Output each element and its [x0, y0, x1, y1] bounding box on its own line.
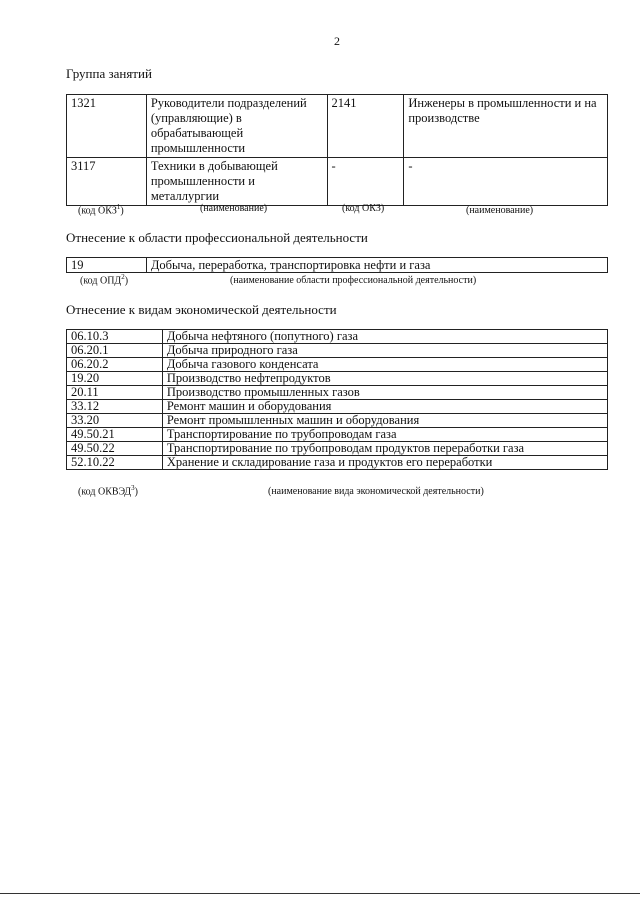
table-row: [67, 158, 608, 206]
occupation-group-table: [66, 94, 608, 206]
okved-code-caption: (код ОКВЭД$^3$): [78, 484, 138, 498]
okz-name-cell: Техники в добывающей промышленности и металлургии: [146, 158, 327, 206]
table-row: [67, 95, 608, 158]
okved-code-cell: 49.50.22: [67, 442, 163, 456]
occupation-group-heading: Группа занятий: [66, 66, 152, 81]
okved-code-cell: 20.11: [67, 386, 163, 400]
okved-code-cell: 19.20: [67, 372, 163, 386]
table-row: [67, 386, 608, 400]
professional-area-table: [66, 257, 608, 273]
opd-code-caption: (код ОПД$^2$): [80, 273, 129, 287]
table-row: [67, 372, 608, 386]
table-row: [67, 428, 608, 442]
table-row: [67, 456, 608, 470]
okz-name-cell: Руководители подразделений (управляющие) в обрабатывающей промышленности: [146, 95, 327, 158]
okved-code-cell: 06.20.1: [67, 344, 163, 358]
okved-code-cell: 33.20: [67, 414, 163, 428]
opd-name-caption: (наименование области профессиональной деятельности): [230, 275, 477, 286]
table-row: [67, 414, 608, 428]
table-row: [67, 442, 608, 456]
scan-edge-line: [0, 893, 640, 894]
okz-code-cell: 1321: [67, 95, 147, 158]
page-number: 2: [334, 34, 340, 48]
opd-code-cell: 19: [67, 258, 147, 273]
okved-name-cell: Транспортирование по трубопроводам газа: [162, 428, 607, 442]
okz-name-cell: -: [404, 158, 608, 206]
table-row: [67, 344, 608, 358]
okved-code-cell: 06.10.3: [67, 330, 163, 344]
professional-area-heading: Отнесение к области профессиональной деятельности: [66, 230, 368, 245]
okved-name-cell: Транспортирование по трубопроводам продуктов переработки газа: [162, 442, 607, 456]
okved-name-cell: Ремонт машин и оборудования: [162, 400, 607, 414]
table-row: [67, 358, 608, 372]
okved-name-cell: Производство промышленных газов: [162, 386, 607, 400]
okz-code-cell: 3117: [67, 158, 147, 206]
economic-activity-table: [66, 329, 608, 470]
okved-name-cell: Производство нефтепродуктов: [162, 372, 607, 386]
okz-code-cell: 2141: [327, 95, 404, 158]
okved-code-cell: 33.12: [67, 400, 163, 414]
okz-name-caption: (наименование): [200, 203, 268, 214]
okved-name-cell: Добыча газового конденсата: [162, 358, 607, 372]
economic-activity-heading: Отнесение к видам экономической деятельности: [66, 302, 337, 317]
okved-code-cell: 06.20.2: [67, 358, 163, 372]
okved-name-caption: (наименование вида экономической деятельности): [268, 486, 484, 497]
opd-name-cell: Добыча, переработка, транспортировка нефти и газа: [146, 258, 607, 273]
okved-code-cell: 49.50.21: [67, 428, 163, 442]
okz-code-cell: -: [327, 158, 404, 206]
okz-code-caption: (код ОКЗ$^1$): [78, 203, 124, 217]
okz-name-cell: Инженеры в промышленности и на производстве: [404, 95, 608, 158]
okved-name-cell: Добыча природного газа: [162, 344, 607, 358]
okved-name-cell: Ремонт промышленных машин и оборудования: [162, 414, 607, 428]
okved-name-cell: Хранение и складирование газа и продуктов его переработки: [162, 456, 607, 470]
okved-code-cell: 52.10.22: [67, 456, 163, 470]
table-row: [67, 330, 608, 344]
okz-name-caption-2: (наименование): [466, 205, 534, 216]
okved-name-cell: Добыча нефтяного (попутного) газа: [162, 330, 607, 344]
table-row: [67, 258, 608, 273]
table-row: [67, 400, 608, 414]
okz-code-caption-2: (код ОКЗ): [342, 203, 385, 214]
